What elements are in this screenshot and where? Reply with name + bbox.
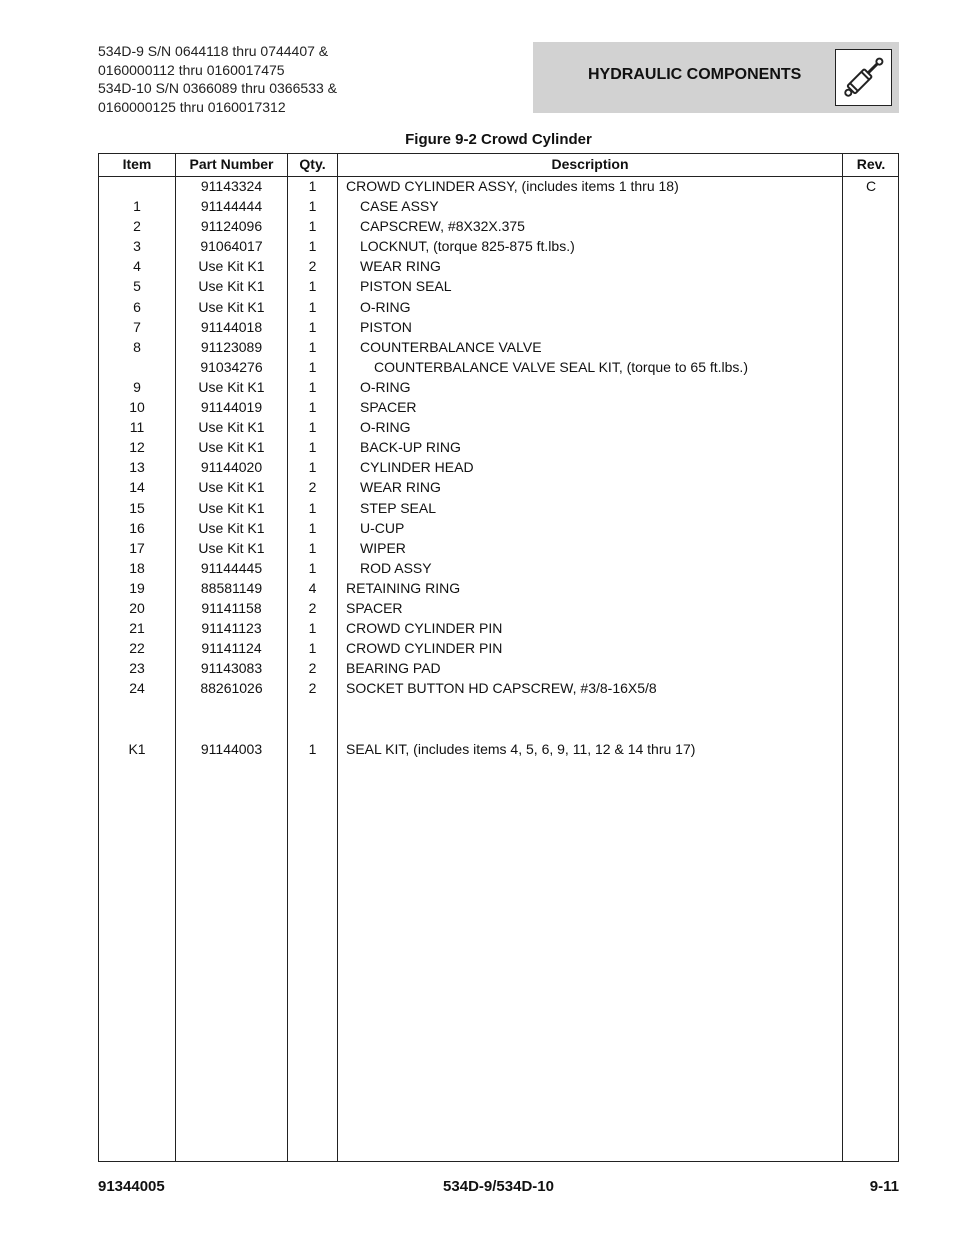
- table-row: [99, 256, 898, 276]
- table-row: [99, 457, 898, 477]
- footer-page-number: 9-11: [869, 1178, 899, 1195]
- table-row: [99, 397, 898, 417]
- description-cell: O-RING: [360, 378, 411, 395]
- item-cell: 17: [129, 539, 145, 556]
- qty-cell: 2: [308, 258, 317, 275]
- qty-cell: 1: [308, 539, 317, 556]
- table-row: [99, 739, 898, 759]
- item-cell: 5: [133, 278, 141, 295]
- table-body: [99, 176, 898, 759]
- item-cell: 12: [129, 439, 145, 456]
- header-item: Item: [122, 156, 152, 172]
- section-header: [533, 42, 899, 113]
- item-cell: K1: [128, 740, 146, 757]
- part-number-cell: Use Kit K1: [198, 519, 265, 536]
- table-row: [99, 417, 898, 437]
- qty-cell: 2: [308, 599, 317, 616]
- part-number-cell: Use Kit K1: [198, 278, 265, 295]
- qty-cell: 1: [308, 318, 317, 335]
- table-row: [99, 176, 898, 196]
- part-number-cell: 91034276: [200, 358, 263, 375]
- part-number-cell: 91144445: [200, 559, 263, 576]
- table-row: [99, 357, 898, 377]
- table-row: [99, 317, 898, 337]
- part-number-cell: 88581149: [200, 579, 263, 596]
- qty-cell: 1: [308, 218, 317, 235]
- description-cell: CROWD CYLINDER PIN: [346, 640, 503, 657]
- item-cell: 14: [129, 479, 145, 496]
- header-part-number: Part Number: [189, 156, 274, 172]
- table-row: [99, 598, 898, 618]
- item-cell: 11: [129, 419, 145, 436]
- figure-title: Figure 9-2 Crowd Cylinder: [405, 131, 592, 148]
- table-row: [99, 719, 898, 739]
- item-cell: 8: [133, 338, 141, 355]
- table-row: [99, 337, 898, 357]
- qty-cell: 1: [308, 178, 317, 194]
- part-number-cell: 91144020: [200, 459, 263, 476]
- item-cell: 18: [129, 559, 145, 576]
- part-number-cell: 91144018: [200, 318, 263, 335]
- description-cell: RETAINING RING: [346, 579, 461, 596]
- part-number-cell: 91144444: [200, 198, 263, 215]
- table-row: [99, 698, 898, 718]
- qty-cell: 1: [308, 198, 317, 215]
- item-cell: 15: [129, 499, 145, 516]
- description-cell: SPACER: [360, 399, 417, 416]
- qty-cell: 1: [308, 559, 317, 576]
- item-cell: 20: [129, 599, 145, 616]
- header-description: Description: [551, 156, 629, 172]
- description-cell: BEARING PAD: [346, 660, 441, 677]
- qty-cell: 1: [308, 419, 317, 436]
- description-cell: WEAR RING: [360, 479, 441, 496]
- item-cell: 10: [129, 399, 145, 416]
- table-row: [99, 558, 898, 578]
- item-cell: 9: [133, 378, 141, 395]
- qty-cell: 1: [308, 499, 317, 516]
- part-number-cell: Use Kit K1: [198, 439, 265, 456]
- part-number-cell: Use Kit K1: [198, 258, 265, 275]
- description-cell: STEP SEAL: [360, 499, 437, 516]
- item-cell: 19: [129, 579, 145, 596]
- table-row: [99, 678, 898, 698]
- part-number-cell: Use Kit K1: [198, 419, 265, 436]
- table-row: [99, 578, 898, 598]
- table-row: [99, 297, 898, 317]
- description-cell: CAPSCREW, #8X32X.375: [360, 218, 525, 235]
- description-cell: O-RING: [360, 419, 411, 436]
- qty-cell: 1: [308, 519, 317, 536]
- qty-cell: 1: [308, 640, 317, 657]
- qty-cell: 1: [308, 740, 317, 757]
- table-row: [99, 498, 898, 518]
- description-cell: SOCKET BUTTON HD CAPSCREW, #3/8-16X5/8: [346, 680, 657, 697]
- qty-cell: 1: [308, 399, 317, 416]
- part-number-cell: 88261026: [200, 680, 263, 697]
- part-number-cell: Use Kit K1: [198, 378, 265, 395]
- serial-line: 0160000112 thru 0160017475: [98, 61, 285, 78]
- part-number-cell: 91124096: [200, 218, 263, 235]
- item-cell: 22: [129, 640, 145, 657]
- qty-cell: 1: [308, 298, 317, 315]
- table-row: [99, 538, 898, 558]
- qty-cell: 2: [308, 479, 317, 496]
- qty-cell: 4: [308, 579, 317, 596]
- table-row: [99, 437, 898, 457]
- item-cell: 16: [129, 519, 145, 536]
- item-cell: 7: [133, 318, 141, 335]
- description-cell: COUNTERBALANCE VALVE SEAL KIT, (torque to 65 ft.lbs.): [374, 358, 748, 375]
- description-cell: CASE ASSY: [360, 198, 439, 215]
- part-number-cell: Use Kit K1: [198, 539, 265, 556]
- table-row: [99, 658, 898, 678]
- description-cell: PISTON: [360, 318, 412, 335]
- table-row: [99, 276, 898, 296]
- table-row: [99, 638, 898, 658]
- part-number-cell: 91143083: [200, 660, 263, 677]
- table-row: [99, 236, 898, 256]
- description-cell: O-RING: [360, 298, 411, 315]
- description-cell: SPACER: [346, 599, 403, 616]
- qty-cell: 1: [308, 278, 317, 295]
- description-cell: ROD ASSY: [360, 559, 432, 576]
- serial-numbers: [98, 42, 337, 116]
- description-cell: PISTON SEAL: [360, 278, 452, 295]
- qty-cell: 2: [308, 680, 317, 697]
- part-number-cell: 91144019: [200, 399, 263, 416]
- description-cell: CROWD CYLINDER ASSY, (includes items 1 thru 18): [346, 178, 679, 194]
- part-number-cell: 91144003: [200, 740, 263, 757]
- table-row: [99, 216, 898, 236]
- part-number-cell: Use Kit K1: [198, 499, 265, 516]
- description-cell: WIPER: [360, 539, 406, 556]
- qty-cell: 1: [308, 238, 317, 255]
- footer-model: 534D-9/534D-10: [443, 1178, 554, 1195]
- description-cell: LOCKNUT, (torque 825-875 ft.lbs.): [360, 238, 575, 255]
- qty-cell: 1: [308, 358, 317, 375]
- serial-line: 0160000125 thru 0160017312: [98, 98, 286, 115]
- part-number-cell: 91141158: [201, 599, 262, 616]
- serial-line: 534D-10 S/N 0366089 thru 0366533 &: [98, 80, 337, 96]
- item-cell: 2: [133, 218, 141, 235]
- item-cell: 1: [133, 198, 141, 215]
- table-row: [99, 196, 898, 216]
- description-cell: COUNTERBALANCE VALVE: [360, 338, 542, 355]
- qty-cell: 1: [308, 439, 317, 456]
- item-cell: 3: [133, 238, 141, 255]
- table-row: [99, 618, 898, 638]
- parts-table: [98, 153, 899, 1162]
- header-rev: Rev.: [856, 156, 886, 172]
- part-number-cell: 91143324: [200, 178, 263, 194]
- description-cell: BACK-UP RING: [360, 439, 461, 456]
- section-title: HYDRAULIC COMPONENTS: [588, 66, 802, 83]
- item-cell: 6: [133, 298, 141, 315]
- qty-cell: 1: [308, 338, 317, 355]
- item-cell: 21: [129, 620, 145, 637]
- table-row: [99, 477, 898, 497]
- table-row: [99, 518, 898, 538]
- item-cell: 24: [129, 680, 145, 697]
- hydraulic-cylinder-icon: [835, 49, 892, 106]
- part-number-cell: 91064017: [200, 238, 263, 255]
- rev-cell: C: [865, 178, 877, 194]
- header-qty: Qty.: [299, 156, 326, 172]
- table-row: [99, 377, 898, 397]
- serial-line: 534D-9 S/N 0644118 thru 0744407 &: [98, 43, 329, 59]
- part-number-cell: 91141124: [201, 640, 262, 657]
- description-cell: CYLINDER HEAD: [360, 459, 474, 476]
- qty-cell: 2: [308, 660, 317, 677]
- part-number-cell: 91141123: [201, 620, 262, 637]
- qty-cell: 1: [308, 459, 317, 476]
- footer-doc-number: 91344005: [98, 1178, 165, 1195]
- qty-cell: 1: [308, 620, 317, 637]
- part-number-cell: Use Kit K1: [198, 298, 265, 315]
- description-cell: U-CUP: [360, 519, 405, 536]
- item-cell: 4: [133, 258, 141, 275]
- part-number-cell: Use Kit K1: [198, 479, 265, 496]
- part-number-cell: 91123089: [200, 338, 263, 355]
- item-cell: 13: [129, 459, 145, 476]
- description-cell: WEAR RING: [360, 258, 441, 275]
- item-cell: 23: [129, 660, 145, 677]
- qty-cell: 1: [308, 378, 317, 395]
- description-cell: SEAL KIT, (includes items 4, 5, 6, 9, 11, 12 & 14 thru 17): [346, 740, 696, 757]
- description-cell: CROWD CYLINDER PIN: [346, 620, 503, 637]
